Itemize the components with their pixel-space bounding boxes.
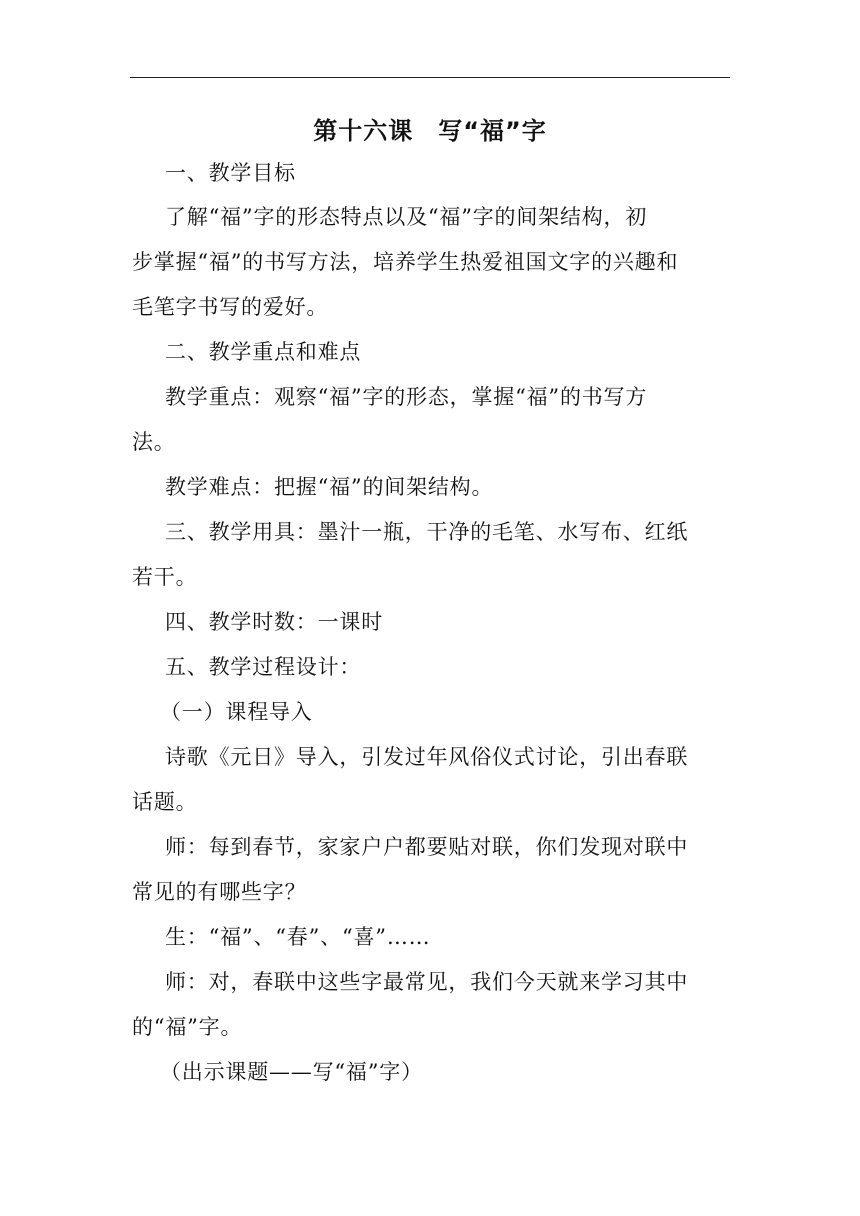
lesson-title: 第十六课 写“福”字 <box>313 117 547 145</box>
teacher-line-1-cont: 常见的有哪些字？ <box>132 880 307 904</box>
key-point-text-line-2: 法。 <box>132 430 176 454</box>
objectives-text-line-1: 了解“福”字的形态特点以及“福”字的间架结构，初 <box>165 205 648 229</box>
subsection-heading-intro: （一）课程导入 <box>160 700 313 724</box>
header-rule <box>130 77 730 78</box>
key-point-text-line-1: 教学重点：观察“福”字的形态，掌握“福”的书写方 <box>165 385 648 409</box>
tools-text-line-2: 若干。 <box>132 565 198 589</box>
section-heading-objectives: 一、教学目标 <box>165 161 296 185</box>
section-heading-key-points: 二、教学重点和难点 <box>165 340 362 364</box>
objectives-text-line-3: 毛笔字书写的爱好。 <box>132 295 329 319</box>
intro-text-line-2: 话题。 <box>132 790 198 814</box>
teacher-line-2-cont: 的“福”字。 <box>132 1015 243 1039</box>
student-line: 生：“福”、“春”、“喜”…… <box>165 925 431 949</box>
difficulty-text: 教学难点：把握“福”的间架结构。 <box>165 475 494 499</box>
intro-text-line-1: 诗歌《元日》导入，引发过年风俗仪式讨论，引出春联 <box>165 745 689 769</box>
show-topic-note: （出示课题——写“福”字） <box>160 1060 423 1084</box>
hours-text: 四、教学时数：一课时 <box>165 610 383 634</box>
teacher-line-2: 师：对，春联中这些字最常见，我们今天就来学习其中 <box>165 970 689 994</box>
section-heading-process: 五、教学过程设计： <box>165 655 362 679</box>
objectives-text-line-2: 步掌握“福”的书写方法，培养学生热爱祖国文字的兴趣和 <box>132 250 679 274</box>
teacher-line-1: 师：每到春节，家家户户都要贴对联，你们发现对联中 <box>165 835 689 859</box>
tools-text-line-1: 三、教学用具：墨汁一瓶，干净的毛笔、水写布、红纸 <box>165 520 689 544</box>
